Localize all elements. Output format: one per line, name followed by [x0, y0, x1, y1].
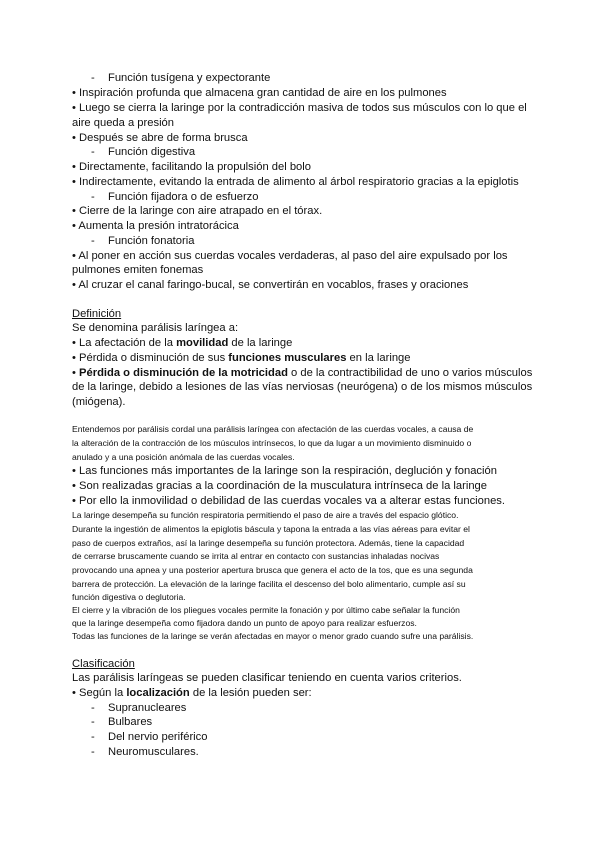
paragraph-line: la alteración de la contracción de los músculos intrínsecos, lo que da lugar a un movimiento disminuido o	[72, 438, 472, 448]
bullet-line: • Directamente, facilitando la propulsión del bolo	[72, 161, 311, 173]
bullet-line: • Al cruzar el canal faringo-bucal, se convertirán en vocablos, frases y oraciones	[72, 279, 469, 291]
paragraph-line: que la laringe desempeña como fijadora dando un punto de apoyo para realizar esfuerzos.	[72, 618, 417, 628]
paragraph-line: El cierre y la vibración de los pliegues vocales permite la fonación y por último cabe señalar la función	[72, 605, 460, 615]
text-line: Las parálisis laríngeas se pueden clasificar teniendo en cuenta varios criterios.	[72, 672, 462, 684]
bullet-line: • Luego se cierra la laringe por la contradicción masiva de todos sus músculos con lo que el	[72, 102, 527, 114]
bullet-line: • Pérdida o disminución de sus funciones musculares en la laringe	[72, 352, 411, 364]
list-item: - Bulbares	[91, 716, 153, 728]
list-item: - Del nervio periférico	[91, 731, 208, 743]
bullet-line: • Inspiración profunda que almacena gran cantidad de aire en los pulmones	[72, 87, 447, 99]
bullet-line: • Cierre de la laringe con aire atrapado en el tórax.	[72, 205, 323, 217]
bullet-line: • Después se abre de forma brusca	[72, 132, 248, 144]
bullet-line: • Al poner en acción sus cuerdas vocales verdaderas, al paso del aire expulsado por los	[72, 250, 508, 262]
paragraph-line: de cerrarse bruscamente cuando se irrita al entrar en contacto con sustancias inhaladas nocivas	[72, 551, 440, 561]
section-heading-clasificacion: Clasificación	[72, 658, 135, 670]
text-line: de la laringe, debido a lesiones de las vías nerviosas (neurógena) o de los mismos músculos	[72, 381, 533, 393]
paragraph-line: anulado y a una posición anómala de las cuerdas vocales.	[72, 452, 295, 462]
subheading-funcion-fonatoria: - Función fonatoria	[91, 235, 195, 247]
bullet-line: • Son realizadas gracias a la coordinación de la musculatura intrínseca de la laringe	[72, 480, 487, 492]
section-heading-definicion: Definición	[72, 308, 122, 320]
paragraph-line: paso de cuerpos extraños, así la laringe desempeña su función protectora. Además, tiene la capacidad	[72, 538, 465, 548]
text-line: (miógena).	[72, 396, 126, 408]
list-item: - Supranucleares	[91, 702, 187, 714]
paragraph-line: barrera de protección. La elevación de la laringe facilita el descenso del bolo alimentario, cumple así su	[72, 579, 466, 589]
bullet-line: • Aumenta la presión intratorácica	[72, 220, 239, 232]
text-line: pulmones emiten fonemas	[72, 264, 204, 276]
subheading-funcion-digestiva: - Función digestiva	[91, 146, 196, 158]
paragraph-line: Durante la ingestión de alimentos la epiglotis báscula y tapona la entrada a las vías aéreas para evitar el	[72, 524, 470, 534]
bullet-line: • Por ello la inmovilidad o debilidad de las cuerdas vocales va a alterar estas funciones.	[72, 495, 506, 507]
text-line: Se denomina parálisis laríngea a:	[72, 322, 239, 334]
list-item: - Neuromusculares.	[91, 746, 199, 758]
bullet-line: • La afectación de la movilidad de la laringe	[72, 337, 293, 349]
paragraph-line: provocando una apnea y una posterior apertura brusca que genera el acto de la tos, que es una segunda	[72, 565, 473, 575]
paragraph-line: función digestiva o deglutoria.	[72, 592, 186, 602]
subheading-funcion-fijadora: - Función fijadora o de esfuerzo	[91, 191, 259, 203]
bullet-line: • Pérdida o disminución de la motricidad o de la contractibilidad de uno o varios músculos	[72, 367, 533, 379]
paragraph-line: La laringe desempeña su función respiratoria permitiendo el paso de aire a través del espacio glótico.	[72, 510, 459, 520]
bullet-line: • Las funciones más importantes de la laringe son la respiración, deglución y fonación	[72, 465, 497, 477]
bullet-line: • Indirectamente, evitando la entrada de alimento al árbol respiratorio gracias a la epiglotis	[72, 176, 519, 188]
subheading-funcion-tusigena: - Función tusígena y expectorante	[91, 72, 271, 84]
paragraph-line: Entendemos por parálisis cordal una parálisis laríngea con afectación de las cuerdas vocales, a causa de	[72, 424, 474, 434]
paragraph-line: Todas las funciones de la laringe se verán afectadas en mayor o menor grado cuando sufre una parálisis.	[72, 631, 474, 641]
text-line: aire queda a presión	[72, 117, 175, 129]
bullet-line: • Según la localización de la lesión pueden ser:	[72, 687, 312, 699]
